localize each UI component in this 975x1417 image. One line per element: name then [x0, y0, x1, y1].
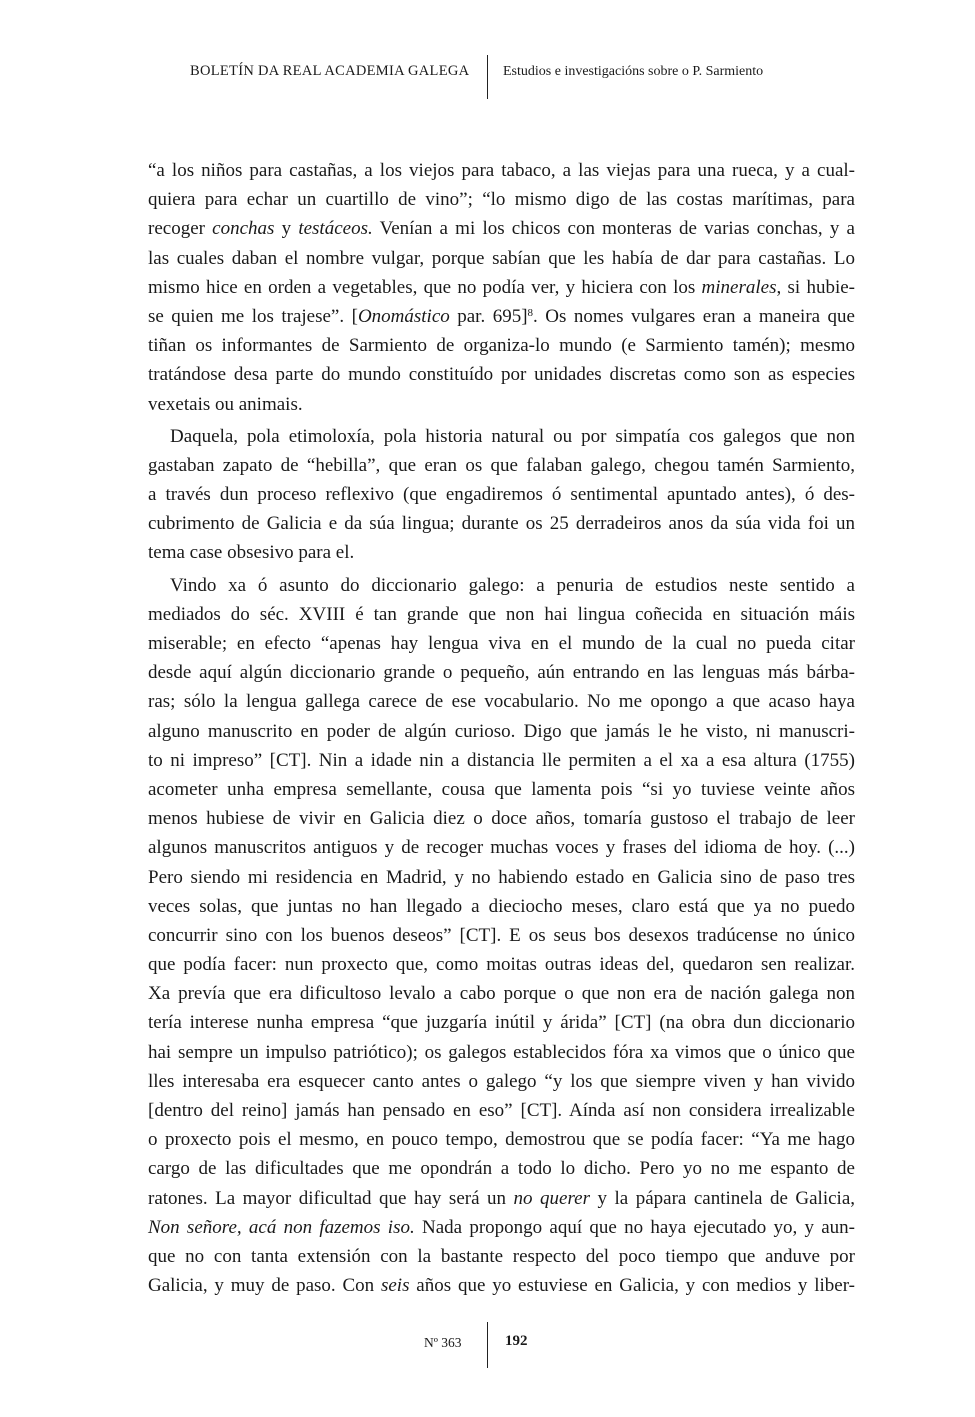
text-run: a través dun proceso reflexivo (que engadiremos ó sentimental apuntado antes), ó des-: [148, 484, 855, 506]
text-line: [148, 214, 855, 243]
text-line: [148, 1125, 855, 1154]
text-run: alguno manuscrito en poder de algún curioso. Digo que jamás le he visto, ni manuscri-: [148, 720, 855, 742]
text-run: , si hubie-: [776, 276, 855, 298]
text-run: Vindo xa ó asunto do diccionario galego: a penuria de estudios neste sentido a: [170, 574, 855, 596]
text-run: recoger: [148, 218, 213, 240]
text-run: gastaban zapato de “hebilla”, que eran os que falaban galego, chegou tamén Sarmiento,: [148, 454, 855, 476]
text-line: [148, 687, 855, 716]
italic-text: Onomástico: [357, 305, 450, 327]
text-run: mismo hice en orden a vegetables, que no podía ver, y hiciera con los: [148, 276, 702, 298]
italic-text: conchas: [212, 218, 275, 240]
text-line: [148, 1184, 855, 1213]
journal-title: BOLETÍN DA REAL ACADEMIA GALEGA: [190, 63, 470, 79]
text-run: “a los niños para castañas, a los viejos para tabaco, a las viejas para una rueca, y a cual-: [148, 160, 855, 181]
text-run: se quien me los trajese”. [: [148, 305, 358, 327]
text-run: tiñan os informantes de Sarmiento de organiza-lo mundo (e Sarmiento tamén); mesmo: [148, 335, 855, 357]
header-divider: [487, 55, 488, 99]
text-line: [148, 921, 855, 950]
text-run: cargo de las dificultades que me opondrán a todo lo dicho. Pero yo no me espanto de: [148, 1158, 855, 1180]
issue-number: Nº 363: [424, 1335, 462, 1350]
text-run: años que yo estuviese en Galicia, y con medios y liber-: [409, 1275, 856, 1297]
text-run: Xa prevía que era dificultoso levalo a cabo porque o que non era de nación galega non: [148, 983, 855, 1005]
paragraph: [148, 571, 855, 1301]
article-body: [148, 156, 855, 1300]
text-line: [148, 629, 855, 658]
italic-text: seis: [380, 1275, 410, 1297]
text-line: [148, 244, 855, 273]
footnote-ref[interactable]: 8: [527, 306, 534, 319]
text-run: y la pápara cantinela de Galicia,: [590, 1187, 855, 1209]
text-run: concurrir sino con los buenos deseos” [CT]. E os seus bos desexos tradúcense no único: [148, 924, 855, 946]
text-line: [148, 273, 855, 302]
text-line: [148, 480, 855, 509]
text-run: Galicia, y muy de paso. Con: [148, 1275, 381, 1297]
text-run: . Os nomes vulgares eran a maneira que: [533, 305, 855, 327]
text-line: [148, 538, 855, 567]
text-line: [148, 1038, 855, 1067]
text-run: par. 695]: [449, 305, 528, 327]
text-run: veces solas, que juntas no han llegado a dieciocho meses, claro está que ya no puedo: [148, 895, 855, 917]
paragraph: [148, 156, 855, 419]
text-run: to ni impreso” [CT]. Nin a idade nin a distancia lle permiten a el xa a esa altura (1755): [148, 749, 855, 771]
text-run: acometer unha empresa semellante, cousa que lamenta pois “si yo tuviese veinte años: [148, 778, 855, 800]
text-line: [148, 331, 855, 360]
text-run: que podía facer: nun proxecto que, como moitas outras ideas del, quedaron sen realizar.: [148, 954, 855, 976]
text-line: [148, 1008, 855, 1037]
text-run: [dentro del reino] jamás han pensado en eso” [CT]. Aínda así non considera irrealizable: [148, 1100, 855, 1121]
text-line: [148, 892, 855, 921]
text-line: [148, 422, 855, 451]
text-line: [148, 600, 855, 629]
text-run: Pero siendo mi residencia en Madrid, y no habiendo estado en Galicia sino de paso tres: [148, 866, 855, 888]
text-line: [148, 979, 855, 1008]
text-run: menos hubiese de vivir en Galicia diez o doce años, tomaría gustoso el trabajo de leer: [148, 808, 855, 830]
italic-text: no querer: [513, 1187, 590, 1209]
text-run: cubrimento de Galicia e da súa lingua; durante os 25 derradeiros anos da súa vida foi un: [148, 513, 855, 535]
text-run: ras; sólo la lengua gallega carece de ese vocabulario. No me opongo a que acaso haya: [148, 691, 855, 713]
text-line: [148, 950, 855, 979]
text-line: [148, 185, 855, 214]
text-line: [148, 746, 855, 775]
text-run: Nada propongo aquí que no haya ejecutado yo, y aun-: [414, 1216, 856, 1238]
text-line: [148, 390, 855, 419]
italic-text: Non señore, acá non fazemos iso.: [148, 1216, 415, 1238]
text-run: algunos manuscritos antiguos y de recoger muchas voces y frases del idioma de hoy. (...): [148, 837, 855, 859]
text-line: [148, 1242, 855, 1271]
italic-text: minerales: [701, 276, 777, 298]
text-run: mediados do séc. XVIII é tan grande que non hai lingua coñecida en situación máis: [148, 603, 855, 625]
text-line: [148, 863, 855, 892]
text-line: [148, 1067, 855, 1096]
text-run: vexetais ou animais.: [148, 393, 303, 415]
text-run: miserable; en efecto “apenas hay lengua viva en el mundo de la cual no pueda citar: [148, 633, 855, 654]
italic-text: testáceos.: [298, 218, 373, 240]
text-run: hai sempre un impulso patriótico); os galegos establecidos fóra xa vimos que o único que: [148, 1041, 855, 1063]
text-run: ratones. La mayor dificultad que hay será un: [148, 1187, 514, 1209]
text-line: [148, 302, 855, 331]
text-line: [148, 658, 855, 687]
text-line: [148, 360, 855, 389]
section-title: Estudios e investigacións sobre o P. Sarmiento: [503, 64, 764, 79]
text-run: lles interesaba era esquecer canto antes o galego “y los que siempre viven y han vivido: [148, 1070, 855, 1092]
text-run: Daquela, pola etimoloxía, pola historia natural ou por simpatía cos galegos que non: [170, 425, 855, 447]
text-run: o proxecto pois el mesmo, en pouco tempo, demostrou que se podía facer: “Ya me hago: [148, 1129, 855, 1151]
text-line: [148, 156, 855, 185]
text-line: [148, 1271, 855, 1300]
text-line: [148, 1154, 855, 1183]
text-run: que no con tanta extensión con la bastante respecto del poco tiempo que anduve por: [148, 1245, 855, 1267]
text-line: [148, 509, 855, 538]
text-run: las cuales daban el nombre vulgar, porque sabían que les había de dar para castañas. Lo: [148, 247, 855, 269]
text-run: tema case obsesivo para el.: [148, 542, 355, 564]
text-run: Venían a mi los chicos con monteras de varias conchas, y a: [372, 218, 855, 240]
text-line: [148, 1096, 855, 1125]
text-run: quiera para echar un cuartillo de vino”; “lo mismo digo de las costas marítimas, para: [148, 189, 855, 211]
text-line: [148, 451, 855, 480]
text-line: [148, 804, 855, 833]
footer-divider: [487, 1322, 488, 1368]
text-line: [148, 833, 855, 862]
text-line: [148, 717, 855, 746]
text-run: tería interese nunha empresa “que juzgaría inútil y árida” [CT] (na obra dun diccionario: [148, 1012, 855, 1034]
text-line: [148, 571, 855, 600]
text-line: [148, 1213, 855, 1242]
text-run: y: [274, 218, 299, 240]
text-run: tratándose desa parte do mundo constituído por unidades discretas como son as especies: [148, 364, 855, 386]
text-line: [148, 775, 855, 804]
page-number: 192: [505, 1333, 528, 1349]
text-run: desde aquí algún diccionario grande o pequeño, aún entrando en las lenguas más bárba-: [148, 662, 855, 684]
paragraph: [148, 422, 855, 568]
